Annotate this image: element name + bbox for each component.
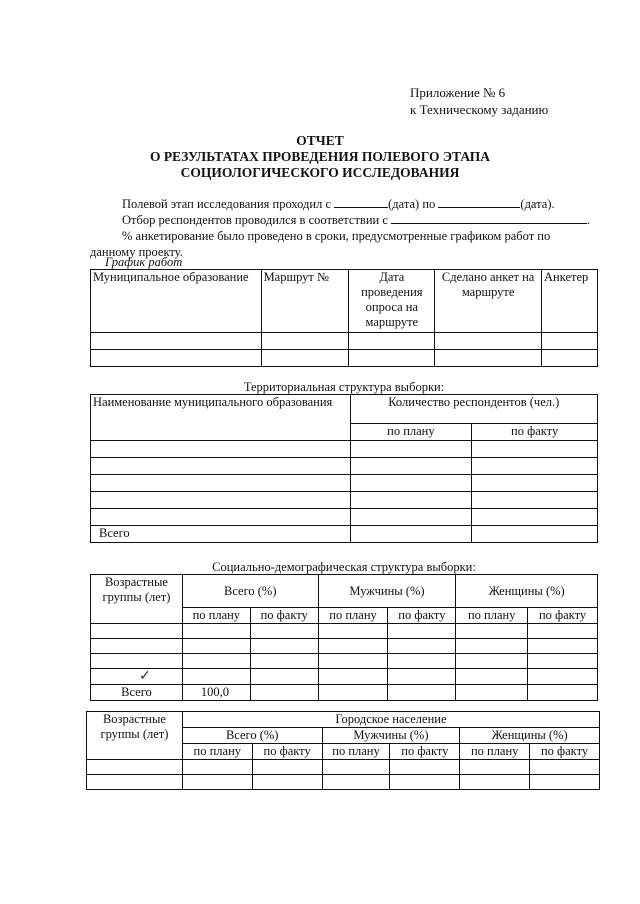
- table-row: [91, 333, 598, 350]
- title-line-1: ОТЧЕТ: [296, 133, 344, 148]
- schedule-header-municipality: Муниципальное образование: [91, 270, 262, 333]
- territorial-header-municipality: Наименование муниципального образования: [91, 395, 351, 441]
- sociodemo-women-plan: по плану: [456, 608, 528, 624]
- intro-paragraph: [90, 196, 598, 260]
- table-row: [91, 654, 598, 669]
- sociodemo-women-fact: по факту: [528, 608, 598, 624]
- title-line-3: СОЦИОЛОГИЧЕСКОГО ИССЛЕДОВАНИЯ: [180, 165, 460, 180]
- period-end-text: (дата).: [520, 197, 555, 211]
- table-row: [91, 350, 598, 367]
- date-from-blank: [334, 196, 388, 208]
- table-row: [91, 492, 598, 509]
- territorial-header-count: Количество респондентов (чел.): [350, 395, 598, 424]
- table-row: [91, 441, 598, 458]
- appendix-line-1: Приложение № 6: [410, 85, 506, 100]
- period-text: Полевой этап исследования проходил с: [122, 197, 332, 211]
- table-row: [91, 458, 598, 475]
- date-to-blank: [438, 196, 520, 208]
- urban-header-men: Мужчины (%): [322, 728, 460, 744]
- selection-blank: [391, 212, 587, 224]
- title-line-2: О РЕЗУЛЬТАТАХ ПРОВЕДЕНИЯ ПОЛЕВОГО ЭТАПА: [149, 149, 491, 164]
- sociodemo-header-women: Женщины (%): [456, 575, 598, 608]
- territorial-header-plan: по плану: [350, 424, 472, 441]
- table-row: [91, 475, 598, 492]
- selection-text: Отбор респондентов проводился в соответствии с: [122, 213, 388, 227]
- sociodemo-table: [90, 574, 598, 701]
- urban-header-group: Городское население: [182, 712, 599, 728]
- sociodemo-all-fact: по факту: [250, 608, 318, 624]
- territorial-table: [90, 394, 598, 543]
- territorial-total-label: Всего: [91, 526, 351, 543]
- urban-header-all: Всего (%): [182, 728, 322, 744]
- appendix-line-2: к Техническому заданию: [410, 102, 549, 117]
- handwritten-check-mark: ✓: [91, 669, 183, 685]
- urban-men-plan: по плану: [322, 744, 390, 760]
- report-title: [0, 133, 640, 181]
- urban-men-fact: по факту: [390, 744, 460, 760]
- table-row: [91, 685, 598, 701]
- survey-line: % анкетирование было проведено в сроки, предусмотренные графиком работ по: [122, 229, 551, 243]
- sociodemo-header-age: Возрастные группы (лет): [91, 575, 183, 624]
- selection-line: [90, 212, 598, 228]
- table-row: [87, 760, 600, 775]
- appendix-note: [410, 84, 548, 118]
- table-row: [91, 526, 598, 543]
- table-row: [91, 669, 598, 685]
- schedule-header-date: Дата проведения опроса на маршруте: [349, 270, 435, 333]
- table-row: [91, 624, 598, 639]
- period-to-text: (дата) по: [388, 197, 436, 211]
- schedule-caption: График работ: [105, 255, 183, 269]
- table-row: [91, 639, 598, 654]
- urban-all-fact: по факту: [252, 744, 322, 760]
- schedule-header-interviewer: Анкетер: [542, 270, 598, 333]
- schedule-header-done: Сделано анкет на маршруте: [435, 270, 542, 333]
- urban-all-plan: по плану: [182, 744, 252, 760]
- project-line: данному проекту.: [90, 245, 183, 259]
- territorial-header-fact: по факту: [472, 424, 598, 441]
- selection-end: .: [587, 213, 591, 227]
- sociodemo-men-fact: по факту: [388, 608, 456, 624]
- sociodemo-caption: Социально-демографическая структура выборки:: [212, 560, 476, 574]
- territorial-caption: Территориальная структура выборки:: [243, 380, 445, 394]
- sociodemo-header-men: Мужчины (%): [318, 575, 456, 608]
- sociodemo-total-label: Всего: [91, 685, 183, 701]
- sociodemo-total-value: 100,0: [182, 685, 250, 701]
- schedule-header-route: Маршрут №: [261, 270, 349, 333]
- sociodemo-men-plan: по плану: [318, 608, 388, 624]
- urban-women-fact: по факту: [530, 744, 600, 760]
- sociodemo-all-plan: по плану: [182, 608, 250, 624]
- table-row: [91, 509, 598, 526]
- table-row: [87, 775, 600, 790]
- urban-header-age: Возрастные группы (лет): [87, 712, 183, 760]
- schedule-table: [90, 269, 598, 367]
- period-line: [90, 196, 598, 212]
- sociodemo-header-all: Всего (%): [182, 575, 318, 608]
- urban-table: [86, 711, 600, 790]
- urban-header-women: Женщины (%): [460, 728, 600, 744]
- urban-women-plan: по плану: [460, 744, 530, 760]
